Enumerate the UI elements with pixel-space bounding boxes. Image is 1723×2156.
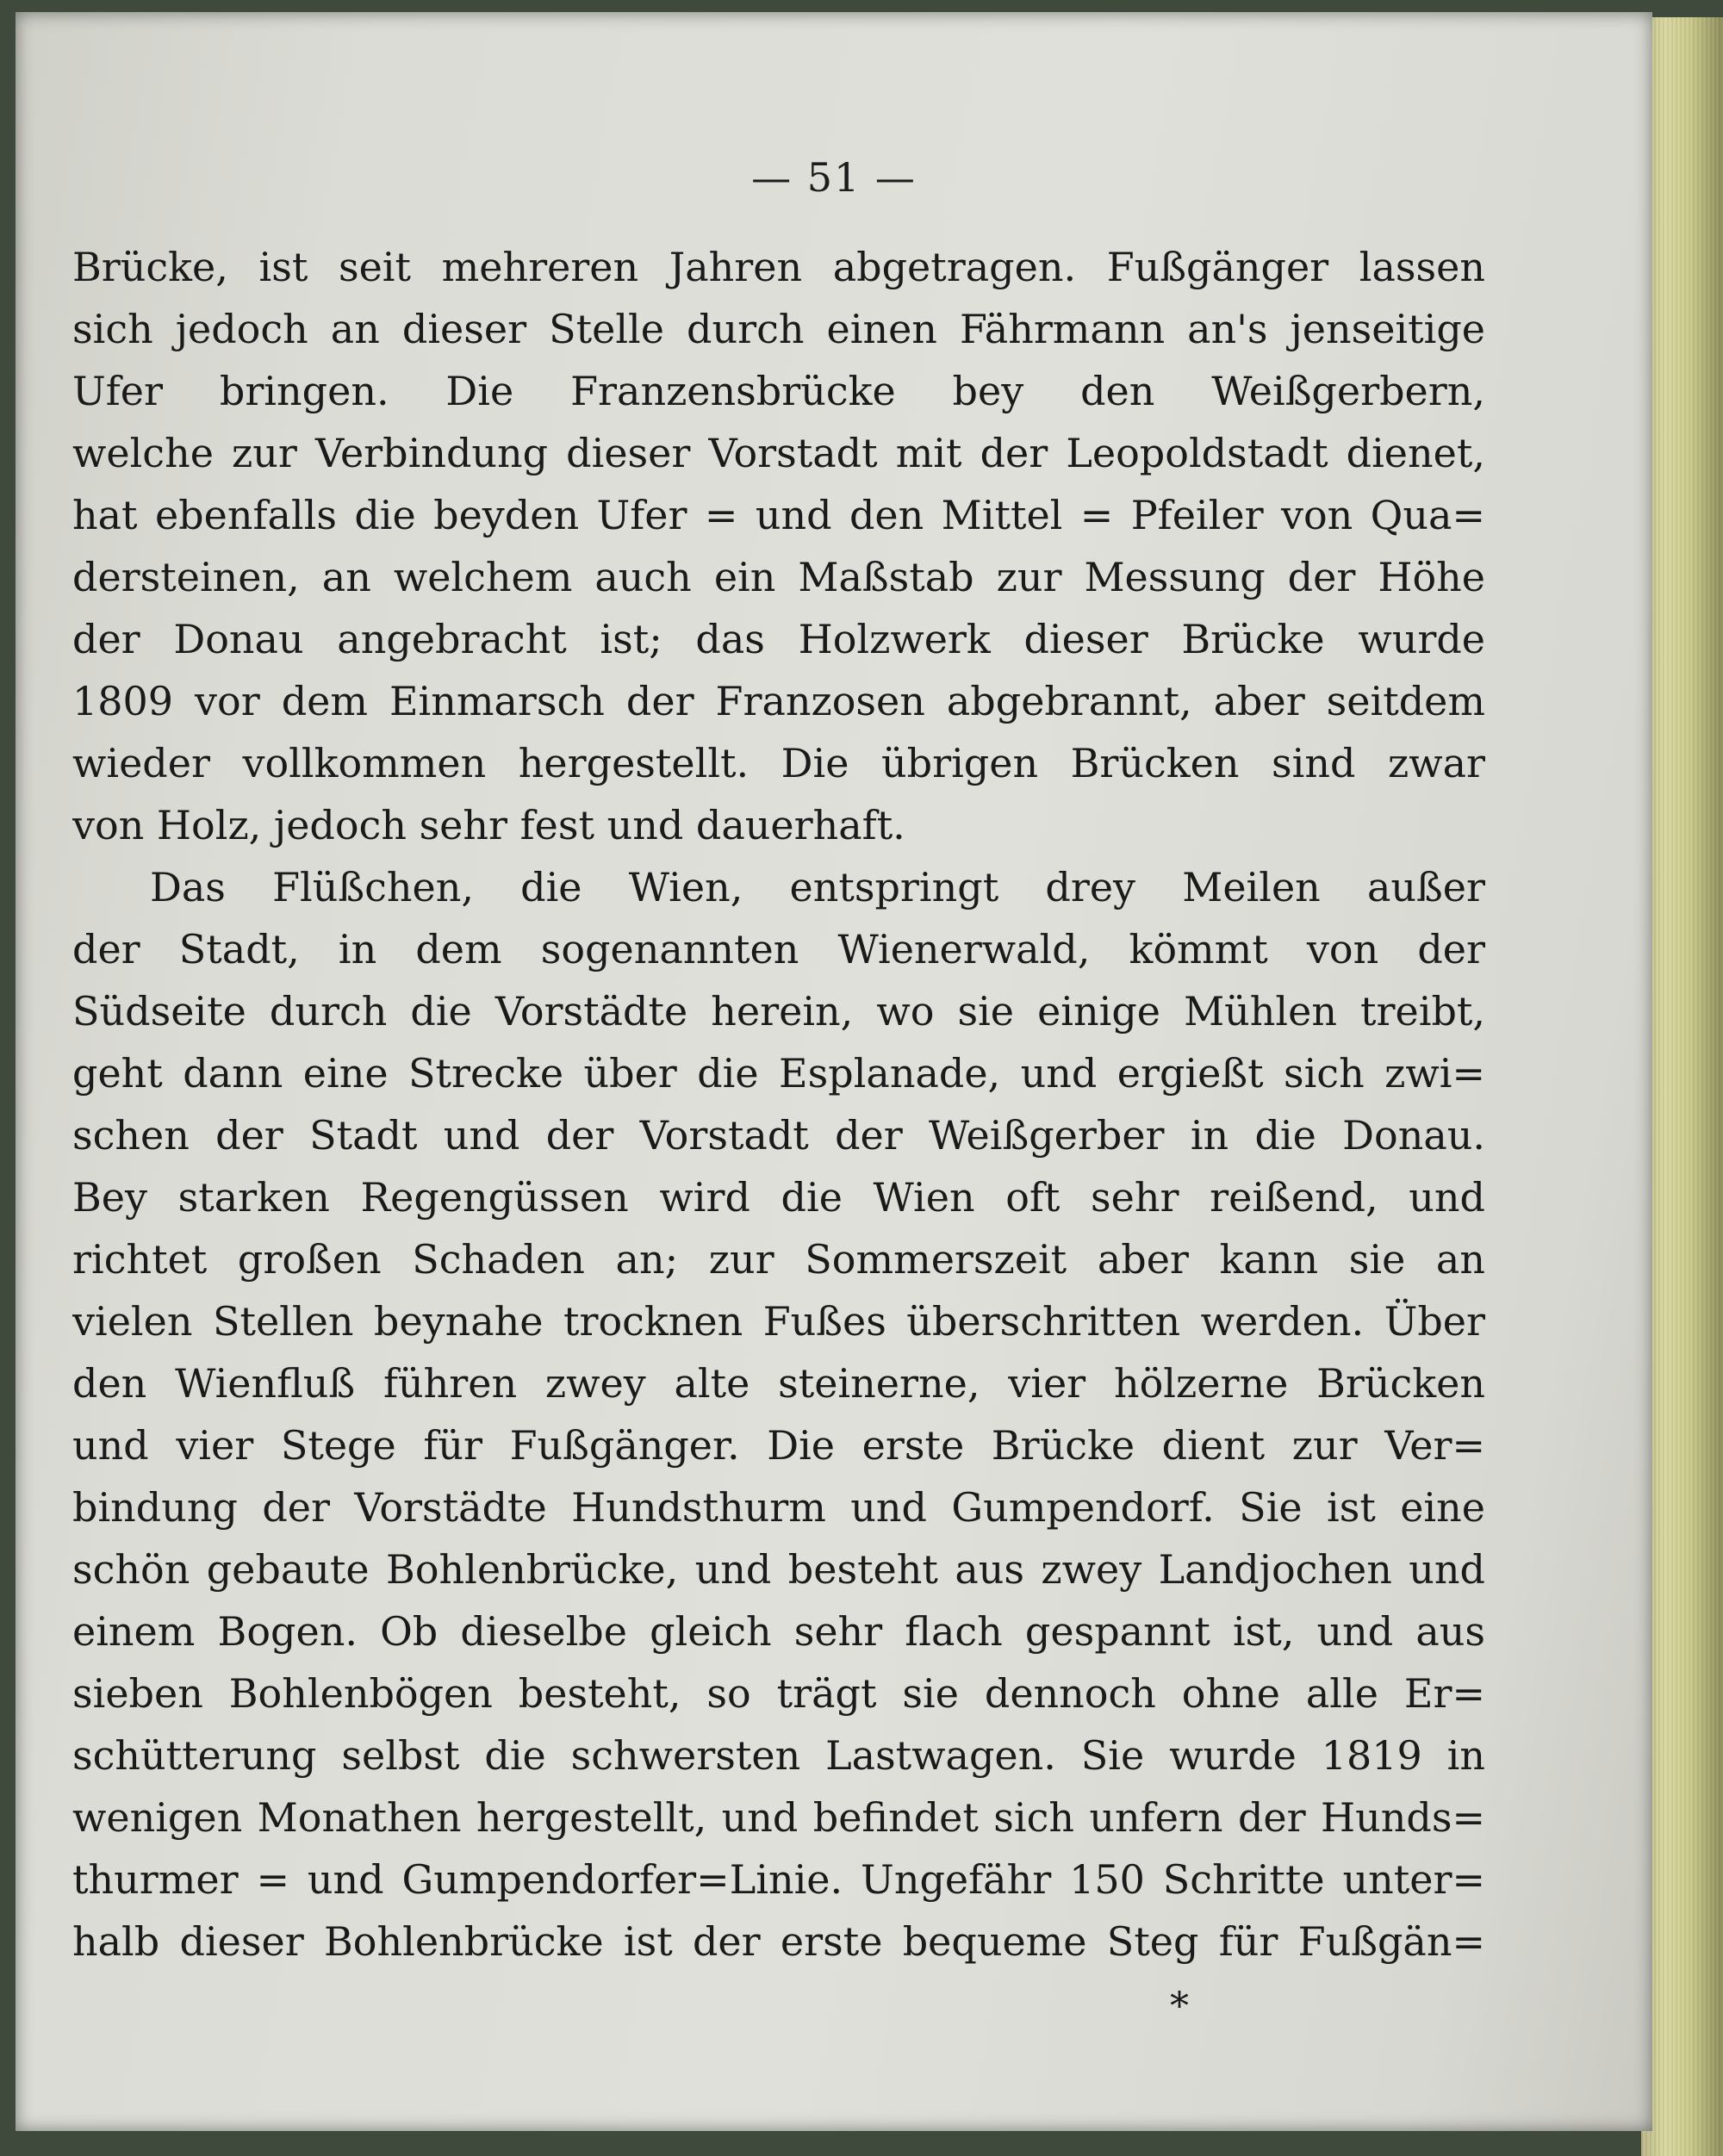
text-line: wenigen Monathen hergestellt, und befindet sich unfern der Hunds= — [72, 1794, 1485, 1841]
text-line: sieben Bohlenbögen besteht, so trägt sie dennoch ohne alle Er= — [72, 1670, 1485, 1717]
text-line: 1809 vor dem Einmarsch der Franzosen abgebrannt, aber seitdem — [72, 678, 1485, 724]
text-line: thurmer = und Gumpendorfer=Linie. Ungefähr 150 Schritte unter= — [72, 1856, 1485, 1903]
text-line: Ufer bringen. Die Franzensbrücke bey den Weißgerbern, — [72, 368, 1485, 414]
text-line: vielen Stellen beynahe trocknen Fußes überschritten werden. Über — [72, 1298, 1485, 1345]
text-line: welche zur Verbindung dieser Vorstadt mit der Leopoldstadt dienet, — [72, 430, 1485, 476]
text-line: schen der Stadt und der Vorstadt der Weißgerber in die Donau. — [72, 1112, 1485, 1159]
text-line: dersteinen, an welchem auch ein Maßstab zur Messung der Höhe — [72, 554, 1485, 600]
text-line: und vier Stege für Fußgänger. Die erste Brücke dient zur Ver= — [72, 1422, 1485, 1469]
body-text — [72, 236, 1485, 1973]
book-page-edges — [1641, 17, 1723, 2156]
text-line: von Holz, jedoch sehr fest und dauerhaft. — [72, 802, 905, 848]
text-line: sich jedoch an dieser Stelle durch einen Fährmann an's jenseitige — [72, 306, 1485, 352]
book-page — [16, 12, 1652, 2131]
text-line: wieder vollkommen hergestellt. Die übrigen Brücken sind zwar — [72, 740, 1485, 786]
text-line: halb dieser Bohlenbrücke ist der erste bequeme Steg für Fußgän= — [72, 1918, 1485, 1965]
text-line: schütterung selbst die schwersten Lastwagen. Sie wurde 1819 in — [72, 1732, 1485, 1779]
text-line: einem Bogen. Ob dieselbe gleich sehr flach gespannt ist, und aus — [72, 1608, 1485, 1655]
text-line: hat ebenfalls die beyden Ufer = und den Mittel = Pfeiler von Qua= — [72, 492, 1485, 538]
text-line: Brücke, ist seit mehreren Jahren abgetragen. Fußgänger lassen — [72, 244, 1485, 290]
text-line: den Wienfluß führen zwey alte steinerne, vier hölzerne Brücken — [72, 1360, 1485, 1407]
text-line: geht dann eine Strecke über die Esplanade, und ergießt sich zwi= — [72, 1050, 1485, 1097]
text-line: Das Flüßchen, die Wien, entspringt drey Meilen außer — [150, 864, 1485, 910]
text-line: bindung der Vorstädte Hundsthurm und Gumpendorf. Sie ist eine — [72, 1484, 1485, 1531]
text-line: der Stadt, in dem sogenannten Wienerwald, kömmt von der — [72, 926, 1485, 972]
text-line: Südseite durch die Vorstädte herein, wo sie einige Mühlen treibt, — [72, 988, 1485, 1035]
text-line: der Donau angebracht ist; das Holzwerk dieser Brücke wurde — [72, 616, 1485, 662]
signature-mark: * — [1170, 1985, 1189, 2029]
text-line: richtet großen Schaden an; zur Sommerszeit aber kann sie an — [72, 1236, 1485, 1283]
text-line: Bey starken Regengüssen wird die Wien oft sehr reißend, und — [72, 1174, 1485, 1221]
page-number: — 51 — — [751, 154, 917, 201]
text-line: schön gebaute Bohlenbrücke, und besteht aus zwey Landjochen und — [72, 1546, 1485, 1593]
